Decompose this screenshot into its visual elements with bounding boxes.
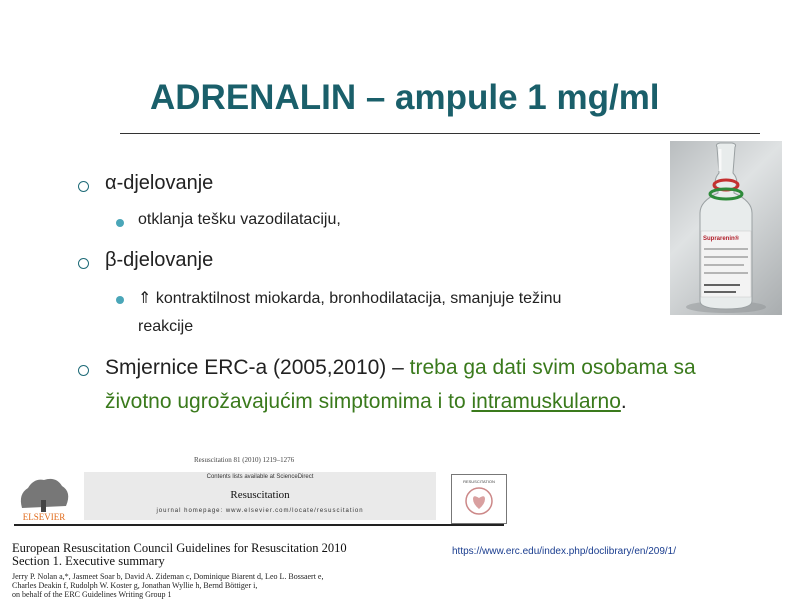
paper-header-image: [14, 456, 504, 528]
journal-banner: [84, 472, 436, 520]
elsevier-logo: [14, 472, 74, 524]
alpha-text: -djelovanje: [116, 172, 214, 194]
journal-name: Resuscitation: [230, 489, 290, 501]
erc-prefix: Smjernice ERC-a (2005,2010) –: [105, 356, 410, 379]
paper-title-line2: Section 1. Executive summary: [12, 554, 165, 568]
ampoule-label-text: Suprarenin®: [703, 236, 740, 242]
resuscitation-heart-icon: [452, 475, 506, 523]
beta-symbol: β: [105, 249, 117, 271]
authors-line2: Charles Deakin f, Rudolph W. Koster g, Jonathan Wyllie h, Bernd Böttiger i,: [12, 581, 258, 590]
intramuskularno-link[interactable]: intramuskularno: [471, 390, 621, 413]
beta-text: -djelovanje: [116, 249, 214, 271]
title-underline-rule: [120, 133, 760, 134]
beta-sub-line2: reakcije: [138, 318, 194, 335]
bullet-ring-icon: [78, 181, 89, 192]
authors-line1: Jerry P. Nolan a,*, Jasmeet Soar b, David A. Zideman c, Dominique Biarent d, Leo L. Bossaert e,: [12, 572, 324, 581]
journal-homepage: journal homepage: www.elsevier.com/locate/resuscitation: [156, 508, 364, 514]
bullet-ring-icon: [78, 365, 89, 376]
resuscitation-cover-logo: [451, 474, 507, 524]
contents-available: Contents lists available at ScienceDirect: [206, 474, 314, 480]
alpha-sub-text: otklanja tešku vazodilataciju,: [138, 211, 341, 228]
bullet-ring-icon: [78, 258, 89, 269]
paper-header-rule: [14, 524, 504, 526]
slide-title: ADRENALIN – ampule 1 mg/ml: [150, 78, 660, 117]
paper-citation: Resuscitation 81 (2010) 1219–1276: [194, 456, 295, 464]
alpha-symbol: α: [105, 172, 117, 194]
authors-line3: on behalf of the ERC Guidelines Writing Group 1: [12, 590, 172, 599]
elsevier-tree-icon: [14, 472, 74, 524]
paper-authors: [12, 572, 442, 599]
paper-title-line1: European Resuscitation Council Guidelines for Resuscitation 2010: [12, 541, 347, 555]
ampoule-photo: [670, 141, 782, 315]
resus-logo-text: RESUSCITATION: [463, 479, 495, 484]
bullet-dot-icon: [116, 219, 124, 227]
beta-sub-line1: ⇑ kontraktilnost miokarda, bronhodilatacija, smanjuje težinu: [138, 290, 562, 307]
elsevier-text: ELSEVIER: [22, 512, 66, 522]
paper-title: [12, 542, 347, 568]
erc-url-link[interactable]: https://www.erc.edu/index.php/doclibrary/en/209/1/: [452, 546, 677, 557]
erc-line2-text: životno ugrožavajućim simptomima i to: [105, 390, 472, 413]
erc-period: .: [620, 390, 627, 413]
bullet-dot-icon: [116, 296, 124, 304]
erc-green-text: treba ga dati svim osobama sa: [409, 356, 696, 379]
ampoule-drawing-icon: [670, 141, 782, 315]
